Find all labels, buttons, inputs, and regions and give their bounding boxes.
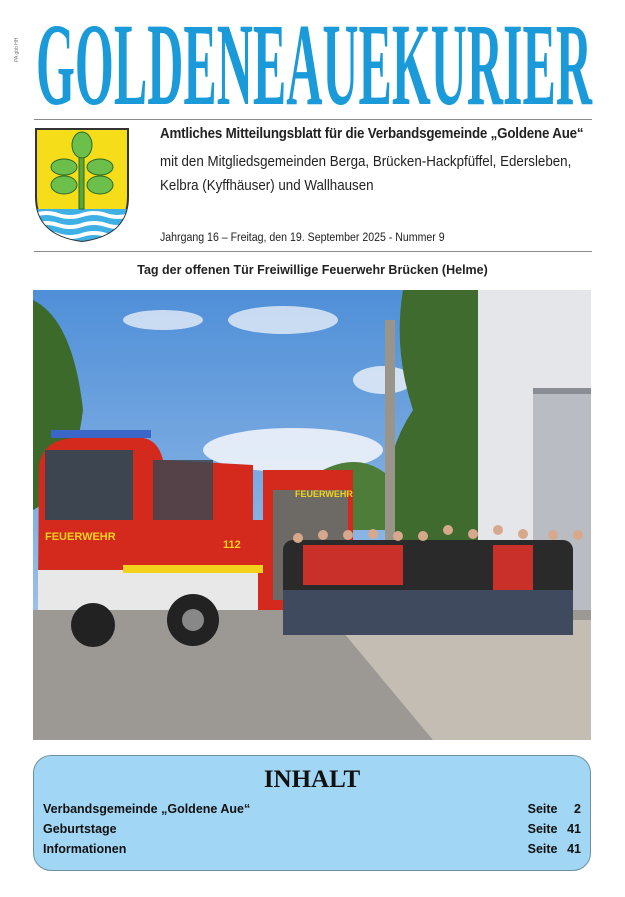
toc-page-number: 2: [574, 802, 581, 816]
toc-item-label: Geburtstage: [43, 822, 117, 836]
toc-page-word: Seite: [527, 842, 558, 856]
toc-page-word: Seite: [527, 822, 558, 836]
people-group: [283, 525, 583, 635]
coat-of-arms: [34, 127, 130, 243]
toc-item[interactable]: [43, 842, 581, 856]
photo-headline: Tag der offenen Tür Freiwillige Feuerwehr Brücken (Helme): [137, 263, 488, 277]
truck-number: 112: [223, 539, 241, 551]
toc-item[interactable]: [43, 802, 581, 816]
subtitle-bold: Amtliches Mitteilungsblatt für die Verbandsgemeinde „Goldene Aue“: [160, 126, 584, 142]
side-code: PA gbb HH: [14, 37, 20, 62]
subtitle-line: Kelbra (Kyffhäuser) und Wallhausen: [160, 178, 374, 194]
masthead-title: GOLDENEAUEKURIER: [36, 12, 593, 112]
masthead-logo: [36, 12, 596, 112]
toc-page-word: Seite: [527, 802, 558, 816]
toc-item[interactable]: [43, 822, 581, 836]
toc-item-label: Informationen: [43, 842, 127, 856]
subtitle-line: mit den Mitgliedsgemeinden Berga, Brücken-Hackpfüffel, Edersleben,: [160, 154, 572, 170]
issue-info: Jahrgang 16 – Freitag, den 19. September 2025 - Nummer 9: [160, 232, 445, 244]
table-of-contents: [33, 755, 591, 871]
truck-label: FEUERWEHR: [45, 531, 116, 543]
subtitle-members: [160, 150, 571, 198]
cover-photo: [33, 290, 591, 740]
truck-label: FEUERWEHR: [295, 489, 353, 499]
toc-page-number: 41: [567, 822, 581, 836]
toc-title: INHALT: [263, 766, 361, 793]
toc-item-label: Verbandsgemeinde „Goldene Aue“: [43, 802, 251, 816]
toc-page-number: 41: [567, 842, 581, 856]
divider: [34, 119, 592, 120]
divider: [34, 251, 592, 252]
